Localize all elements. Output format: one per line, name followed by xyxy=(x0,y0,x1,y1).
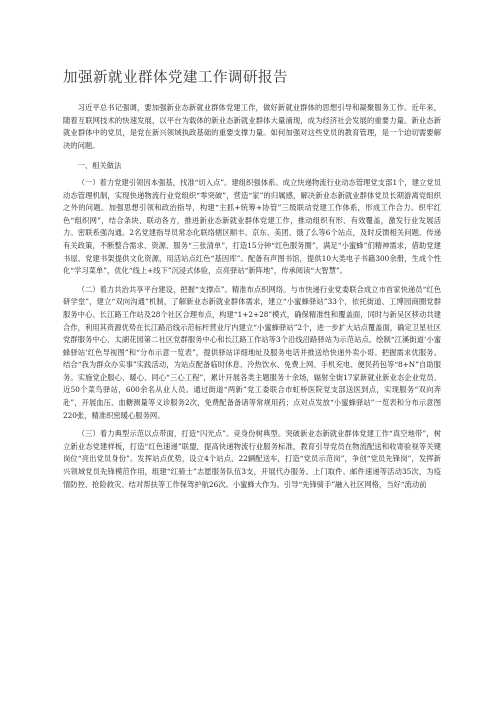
subsection-1 xyxy=(63,177,441,278)
subsection-paragraph: （二）着力共治共享平台建设，把握“支撑点”。精准布点织网络。与市快递行业党委联合成立市首家快递员“红色研学堂”，建立“双向沟通”机制，了解新业态新就业群体需求，建立“小蜜蜂驿站”33个，依托街道、工博园商圈党群服务中心、长江路工作站及28个社区合理布点，构建“1+2+28”模式，确保精准性和覆盖面，同时与新吴区移动共建合作，利用其资源优势在长江路沿线示范标杆营业厅内建立“小蜜蜂驿站”2个，进一步扩大站点覆盖面，确定卫星社区党群服务中心、太湖花园第二社区党群服务中心和长江路工作站等3个沿线沿路驿站为示范站点。绘制“江溪街道‘小蜜蜂驿站’红色导视图”和“分布示意一览表”，提供驿站详细地址及服务电话并推送给快递外卖小哥。把握需求优服务。结合“我为群众办实事”实践活动，为站点配备临时休息、冷热饮水、免费上网、手机充电、便民药包等“8+N”自助服务。实施党企服心、暖心、同心“三心工程”，累计开展各类主题服务十余场，辐射全街17家新就业新业态企业党员、近50个菜鸟驿站，600余名从业人员。通过街道“两新”党工委联合市虹桥医院党支部送医到点，实现服务“双向奔赴”，开展血压、血糖测量等义诊服务2次，免费配备备诸等常规用药；点对点发放“小蜜蜂驿站”一览表和分布示意图220张，精准织密暖心服务网。 xyxy=(63,284,441,420)
subsection-3 xyxy=(63,428,441,491)
section-heading: 一、相关做法 xyxy=(77,161,122,171)
subsection-paragraph: （一）着力党建引领因本强基，找准“切入点”。建组织强体系。成立快递物流行业动态管理党支部1个，建立党员动态管理机制，实现快递物流行业党组织“零突破”，营造“家”的归属感，解决新业态新就业群体党员长期游离党组织之外的问题。加强思想引领和政治指导，构建“主抓+统筹+协管”三级联动党建工作体系，形成工作合力。织牢红色“组织网”，结合条块、联动各方，推进新业态新就业群体党建工作，推动组织有形、有效覆盖，激发行业发展活力。密联系强沟通。2名党建指导员常态化联络辖区顺丰、京东、美团、饿了么等6个站点，及时反馈相关问题、传递有关政策，不断整合需求、资源、服务“三张清单”，打造15分钟“红色服务圈”，满足“小蜜蜂”们精神需求，借助党建书屋、党建书架提供文化资源，用活站点红色“基因库”。配备有声图书馆，提供10大类电子书籍300余册，生成个性化“学习菜单”，优化“线上+线下”沉浸式体验，点亮驿站“新阵地”，传承阅读“大智慧”。 xyxy=(63,177,441,276)
intro-paragraph: 习近平总书记强调，要加强新业态新就业群体党建工作，做好新就业群体的思想引导和凝聚服务工作。近年来，随着互联网技术的快速发展，以平台为载体的新业态新就业群体大量涌现，成为经济社会发展的重要力量。新业态新就业群体中的党员，是党在新兴领域执政基础的重要支撑力量。如何加强对这些党员的教育管理，是一个迫切需要解决的问题。 xyxy=(63,103,441,150)
subsection-paragraph: （三）着力典型示范以点带面，打造“闪光点”。竞身份树典型。突破新业态新就业群体党建工作“真空地带”，树立新业态党建样板，打造“红色速递”联盟，提高快递物流行业服务标准，教育引导党员在物流配送和收寄验视等关键岗位“亮出党员身份”。发挥站点优势，设立4个站点、22辆配送车，打造“党员示范岗”，争创“党员先锋岗”，发挥新兴领域党员先锋模范作用，组建“红骑士”志愿服务队伍3支，开展代办服务、上门取件、邮件速递等活动35次，为疫情防控、抢险救灾、结对帮扶等工作保驾护航26次。小蜜蜂大作为。引导“先锋骑手”融入社区网格，当好“流动前 xyxy=(63,429,441,489)
subsection-2 xyxy=(63,284,441,423)
document-title: 加强新就业群体党建工作调研报告 xyxy=(63,70,288,86)
